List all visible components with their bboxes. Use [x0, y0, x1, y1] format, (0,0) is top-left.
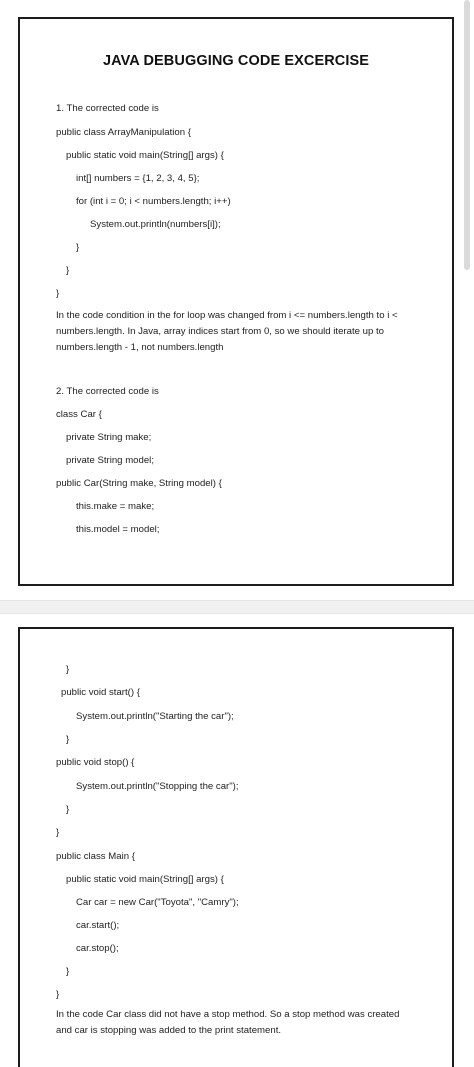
- code-line: private String make;: [66, 432, 152, 443]
- code-line: }: [56, 827, 60, 838]
- code-line: }: [66, 734, 70, 745]
- code-line: public static void main(String[] args) {: [66, 150, 224, 161]
- code-line: }: [66, 265, 70, 276]
- code-line: class Car {: [56, 409, 102, 420]
- code-line: public class Main {: [56, 851, 135, 862]
- code-line: }: [66, 664, 70, 675]
- code-line: public void start() {: [61, 687, 140, 698]
- vertical-scrollbar[interactable]: [464, 0, 470, 270]
- code-line: public void stop() {: [56, 757, 135, 768]
- code-line: }: [66, 804, 70, 815]
- section-2-heading: 2. The corrected code is: [56, 386, 159, 397]
- code-line: int[] numbers = {1, 2, 3, 4, 5};: [76, 173, 200, 184]
- code-line: this.model = model;: [76, 524, 160, 535]
- code-line: car.start();: [76, 920, 120, 931]
- section-2-explanation: In the code Car class did not have a stop method. So a stop method was created and car is stopping was added to the print statement.: [56, 1009, 400, 1036]
- code-line: }: [56, 989, 60, 1000]
- code-line: }: [56, 288, 60, 299]
- code-line: }: [66, 966, 70, 977]
- code-line: public static void main(String[] args) {: [66, 874, 224, 885]
- code-line: Car car = new Car("Toyota", "Camry");: [76, 897, 239, 908]
- code-line: public Car(String make, String model) {: [56, 478, 222, 489]
- section-1-explanation: In the code condition in the for loop was changed from i <= numbers.length to i < numbers.length. In Java, array indices start from 0, so we should iterate up to numbers.length - 1, not numbers.length: [56, 310, 398, 353]
- code-line: public class ArrayManipulation {: [56, 127, 191, 138]
- code-line: System.out.println(numbers[i]);: [90, 219, 221, 230]
- page-separator: [0, 600, 474, 614]
- code-line: car.stop();: [76, 943, 119, 954]
- code-line: this.make = make;: [76, 501, 155, 512]
- code-line: private String model;: [66, 455, 154, 466]
- code-line: }: [76, 242, 80, 253]
- page-title: JAVA DEBUGGING CODE EXCERCISE: [102, 53, 370, 69]
- section-1-heading: 1. The corrected code is: [56, 103, 159, 114]
- document-page-2: [18, 627, 454, 1067]
- code-line: System.out.println("Starting the car");: [76, 711, 234, 722]
- document-page-1: [18, 17, 454, 586]
- code-line: for (int i = 0; i < numbers.length; i++): [76, 196, 231, 207]
- code-line: System.out.println("Stopping the car");: [76, 781, 239, 792]
